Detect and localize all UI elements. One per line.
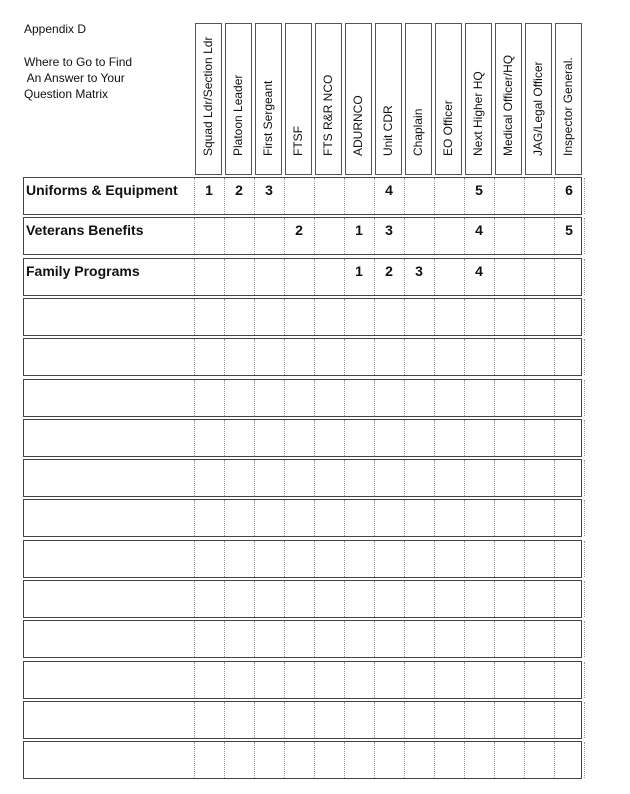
column-divider bbox=[554, 259, 555, 295]
column-divider bbox=[344, 299, 345, 335]
table-row bbox=[23, 741, 582, 779]
column-divider bbox=[314, 541, 315, 577]
column-divider bbox=[404, 339, 405, 375]
column-header bbox=[525, 23, 552, 175]
column-divider bbox=[434, 581, 435, 617]
matrix-cell: 3 bbox=[415, 262, 423, 279]
column-divider bbox=[344, 742, 345, 778]
matrix-cell: 2 bbox=[385, 262, 393, 279]
column-divider bbox=[524, 178, 525, 214]
column-divider bbox=[404, 380, 405, 416]
column-header bbox=[255, 23, 282, 175]
column-divider bbox=[284, 420, 285, 456]
column-divider bbox=[254, 420, 255, 456]
column-divider bbox=[284, 259, 285, 295]
row-label: Family Programs bbox=[26, 262, 140, 279]
column-divider bbox=[314, 742, 315, 778]
column-divider bbox=[284, 460, 285, 496]
column-divider bbox=[194, 380, 195, 416]
column-divider bbox=[524, 420, 525, 456]
column-header bbox=[195, 23, 222, 175]
column-divider bbox=[434, 541, 435, 577]
column-divider bbox=[344, 460, 345, 496]
column-divider bbox=[374, 621, 375, 657]
column-divider bbox=[494, 662, 495, 698]
column-divider bbox=[554, 541, 555, 577]
column-divider bbox=[464, 339, 465, 375]
column-divider bbox=[374, 541, 375, 577]
column-divider bbox=[494, 339, 495, 375]
column-divider bbox=[494, 218, 495, 254]
column-divider bbox=[194, 259, 195, 295]
column-divider bbox=[434, 662, 435, 698]
column-divider bbox=[494, 420, 495, 456]
column-divider bbox=[284, 380, 285, 416]
matrix-cell: 5 bbox=[475, 182, 483, 198]
column-divider bbox=[464, 702, 465, 738]
column-divider bbox=[314, 581, 315, 617]
column-divider bbox=[584, 420, 585, 456]
column-divider bbox=[314, 218, 315, 254]
column-divider bbox=[224, 259, 225, 295]
column-divider bbox=[224, 702, 225, 738]
column-header bbox=[495, 23, 522, 175]
matrix-cell: 1 bbox=[355, 222, 363, 239]
column-divider bbox=[284, 299, 285, 335]
column-divider bbox=[314, 662, 315, 698]
column-divider bbox=[464, 742, 465, 778]
column-divider bbox=[524, 500, 525, 536]
column-header bbox=[285, 23, 312, 175]
row-label: Veterans Benefits bbox=[26, 222, 144, 239]
column-divider bbox=[224, 541, 225, 577]
column-divider bbox=[254, 621, 255, 657]
column-divider bbox=[464, 299, 465, 335]
column-divider bbox=[584, 581, 585, 617]
column-divider bbox=[464, 541, 465, 577]
column-divider bbox=[344, 702, 345, 738]
column-divider bbox=[434, 218, 435, 254]
column-divider bbox=[224, 581, 225, 617]
column-divider bbox=[254, 702, 255, 738]
column-divider bbox=[374, 380, 375, 416]
column-divider bbox=[254, 259, 255, 295]
column-divider bbox=[314, 621, 315, 657]
column-divider bbox=[254, 339, 255, 375]
table-row bbox=[23, 499, 582, 537]
column-divider bbox=[494, 581, 495, 617]
column-divider bbox=[254, 218, 255, 254]
column-divider bbox=[494, 621, 495, 657]
column-divider bbox=[194, 702, 195, 738]
column-divider bbox=[434, 460, 435, 496]
column-divider bbox=[584, 178, 585, 214]
table-row bbox=[23, 661, 582, 699]
table-row bbox=[23, 379, 582, 417]
column-divider bbox=[224, 742, 225, 778]
column-divider bbox=[194, 581, 195, 617]
column-header-label: Inspector General. bbox=[561, 57, 575, 156]
column-divider bbox=[434, 259, 435, 295]
column-divider bbox=[254, 541, 255, 577]
column-divider bbox=[344, 380, 345, 416]
column-divider bbox=[464, 662, 465, 698]
column-divider bbox=[584, 259, 585, 295]
matrix-cell: 1 bbox=[355, 262, 363, 279]
table-row bbox=[23, 419, 582, 457]
column-divider bbox=[584, 339, 585, 375]
column-header bbox=[225, 23, 252, 175]
table-row bbox=[23, 177, 582, 215]
column-divider bbox=[554, 460, 555, 496]
column-divider bbox=[224, 662, 225, 698]
column-divider bbox=[374, 581, 375, 617]
column-divider bbox=[224, 218, 225, 254]
column-divider bbox=[344, 541, 345, 577]
column-divider bbox=[554, 339, 555, 375]
column-divider bbox=[584, 621, 585, 657]
column-divider bbox=[224, 500, 225, 536]
column-header-label: ADURNCO bbox=[351, 95, 365, 156]
column-divider bbox=[284, 541, 285, 577]
column-header-label: FTS R&R NCO bbox=[321, 74, 335, 156]
matrix-cell: 4 bbox=[475, 262, 483, 279]
column-divider bbox=[374, 662, 375, 698]
column-header-label: Medical Officer/HQ bbox=[501, 54, 515, 156]
column-divider bbox=[554, 702, 555, 738]
column-header bbox=[465, 23, 492, 175]
column-divider bbox=[404, 299, 405, 335]
column-divider bbox=[524, 541, 525, 577]
column-divider bbox=[194, 662, 195, 698]
column-divider bbox=[194, 218, 195, 254]
column-divider bbox=[284, 742, 285, 778]
column-divider bbox=[584, 702, 585, 738]
column-divider bbox=[314, 380, 315, 416]
column-divider bbox=[194, 299, 195, 335]
column-divider bbox=[464, 621, 465, 657]
column-header-label: FTSF bbox=[291, 126, 305, 156]
column-divider bbox=[254, 299, 255, 335]
column-header bbox=[435, 23, 462, 175]
column-divider bbox=[524, 218, 525, 254]
column-divider bbox=[554, 742, 555, 778]
column-divider bbox=[494, 460, 495, 496]
column-divider bbox=[374, 339, 375, 375]
column-divider bbox=[434, 702, 435, 738]
column-divider bbox=[284, 662, 285, 698]
column-divider bbox=[314, 339, 315, 375]
column-divider bbox=[344, 581, 345, 617]
column-divider bbox=[584, 742, 585, 778]
matrix-cell: 3 bbox=[385, 222, 393, 239]
column-divider bbox=[314, 420, 315, 456]
column-divider bbox=[434, 420, 435, 456]
column-divider bbox=[494, 259, 495, 295]
column-divider bbox=[494, 178, 495, 214]
column-header-label: JAG/Legal Officer bbox=[531, 61, 545, 156]
column-divider bbox=[434, 621, 435, 657]
column-divider bbox=[314, 178, 315, 214]
column-divider bbox=[284, 621, 285, 657]
column-divider bbox=[374, 299, 375, 335]
column-divider bbox=[584, 662, 585, 698]
column-divider bbox=[224, 460, 225, 496]
column-divider bbox=[404, 420, 405, 456]
column-divider bbox=[284, 500, 285, 536]
column-divider bbox=[464, 460, 465, 496]
appendix-label: Appendix D bbox=[24, 22, 87, 36]
column-divider bbox=[464, 380, 465, 416]
column-divider bbox=[284, 178, 285, 214]
column-divider bbox=[224, 339, 225, 375]
column-divider bbox=[374, 500, 375, 536]
column-header bbox=[315, 23, 342, 175]
column-divider bbox=[554, 662, 555, 698]
column-divider bbox=[404, 581, 405, 617]
column-divider bbox=[344, 621, 345, 657]
matrix-cell: 6 bbox=[565, 182, 573, 198]
matrix-cell: 4 bbox=[385, 182, 393, 198]
table-row bbox=[23, 258, 582, 296]
column-header bbox=[345, 23, 372, 175]
table-row bbox=[23, 580, 582, 618]
column-divider bbox=[344, 662, 345, 698]
column-header-label: Next Higher HQ bbox=[471, 71, 485, 156]
table-row bbox=[23, 540, 582, 578]
column-divider bbox=[434, 339, 435, 375]
column-header-label: First Sergeant bbox=[261, 80, 275, 156]
column-divider bbox=[434, 178, 435, 214]
column-divider bbox=[434, 380, 435, 416]
column-divider bbox=[194, 541, 195, 577]
column-divider bbox=[524, 621, 525, 657]
column-divider bbox=[404, 621, 405, 657]
column-divider bbox=[524, 259, 525, 295]
table-row bbox=[23, 620, 582, 658]
column-divider bbox=[554, 380, 555, 416]
column-divider bbox=[194, 339, 195, 375]
column-divider bbox=[284, 339, 285, 375]
column-divider bbox=[584, 218, 585, 254]
row-label: Uniforms & Equipment bbox=[26, 182, 178, 198]
column-divider bbox=[434, 742, 435, 778]
matrix-cell: 5 bbox=[565, 222, 573, 239]
table-row bbox=[23, 338, 582, 376]
table-row bbox=[23, 217, 582, 255]
column-divider bbox=[224, 299, 225, 335]
column-divider bbox=[344, 500, 345, 536]
column-divider bbox=[404, 178, 405, 214]
column-divider bbox=[254, 742, 255, 778]
column-divider bbox=[224, 380, 225, 416]
column-divider bbox=[404, 541, 405, 577]
column-divider bbox=[374, 702, 375, 738]
column-divider bbox=[254, 380, 255, 416]
column-divider bbox=[404, 500, 405, 536]
column-divider bbox=[254, 500, 255, 536]
column-divider bbox=[584, 299, 585, 335]
column-divider bbox=[494, 299, 495, 335]
column-divider bbox=[374, 460, 375, 496]
column-divider bbox=[584, 380, 585, 416]
column-divider bbox=[524, 581, 525, 617]
column-header-label: Unit CDR bbox=[381, 105, 395, 156]
column-header-label: Chaplain bbox=[411, 108, 425, 156]
column-divider bbox=[374, 742, 375, 778]
column-divider bbox=[434, 500, 435, 536]
matrix-cell: 2 bbox=[235, 182, 243, 198]
table-row bbox=[23, 298, 582, 336]
column-header-label: Squad Ldr/Section Ldr bbox=[201, 36, 215, 156]
column-divider bbox=[254, 662, 255, 698]
column-divider bbox=[524, 380, 525, 416]
column-divider bbox=[524, 742, 525, 778]
column-divider bbox=[194, 420, 195, 456]
column-divider bbox=[584, 541, 585, 577]
column-divider bbox=[314, 299, 315, 335]
column-divider bbox=[464, 581, 465, 617]
column-divider bbox=[494, 742, 495, 778]
column-divider bbox=[284, 581, 285, 617]
column-divider bbox=[464, 420, 465, 456]
column-header bbox=[405, 23, 432, 175]
matrix-cell: 1 bbox=[205, 182, 213, 198]
column-divider bbox=[254, 581, 255, 617]
column-divider bbox=[404, 662, 405, 698]
matrix-cell: 4 bbox=[475, 222, 483, 239]
column-divider bbox=[554, 581, 555, 617]
column-divider bbox=[284, 702, 285, 738]
column-divider bbox=[344, 178, 345, 214]
column-divider bbox=[404, 742, 405, 778]
matrix-cell: 2 bbox=[295, 222, 303, 239]
column-divider bbox=[554, 299, 555, 335]
column-divider bbox=[434, 299, 435, 335]
column-divider bbox=[224, 621, 225, 657]
column-divider bbox=[314, 460, 315, 496]
column-header-label: Platoon Leader bbox=[231, 74, 245, 156]
column-divider bbox=[494, 380, 495, 416]
column-divider bbox=[404, 460, 405, 496]
column-divider bbox=[524, 299, 525, 335]
column-divider bbox=[524, 662, 525, 698]
column-divider bbox=[464, 500, 465, 536]
column-divider bbox=[224, 420, 225, 456]
column-divider bbox=[554, 420, 555, 456]
column-divider bbox=[524, 702, 525, 738]
column-divider bbox=[314, 500, 315, 536]
column-header bbox=[555, 23, 582, 175]
column-divider bbox=[494, 702, 495, 738]
column-divider bbox=[194, 460, 195, 496]
column-divider bbox=[344, 339, 345, 375]
column-divider bbox=[194, 500, 195, 536]
column-divider bbox=[584, 500, 585, 536]
page-title: Where to Go to Find An Answer to Your Question Matrix bbox=[24, 55, 133, 101]
column-divider bbox=[404, 218, 405, 254]
column-divider bbox=[494, 500, 495, 536]
table-row bbox=[23, 459, 582, 497]
column-divider bbox=[524, 460, 525, 496]
column-header-label: EO Officer bbox=[441, 100, 455, 156]
matrix-cell: 3 bbox=[265, 182, 273, 198]
column-divider bbox=[194, 742, 195, 778]
column-divider bbox=[554, 500, 555, 536]
column-divider bbox=[194, 621, 195, 657]
column-divider bbox=[374, 420, 375, 456]
column-divider bbox=[254, 460, 255, 496]
column-divider bbox=[314, 702, 315, 738]
column-divider bbox=[554, 621, 555, 657]
column-divider bbox=[584, 460, 585, 496]
column-divider bbox=[344, 420, 345, 456]
column-divider bbox=[404, 702, 405, 738]
column-header bbox=[375, 23, 402, 175]
column-divider bbox=[524, 339, 525, 375]
table-row bbox=[23, 701, 582, 739]
column-divider bbox=[314, 259, 315, 295]
column-divider bbox=[494, 541, 495, 577]
